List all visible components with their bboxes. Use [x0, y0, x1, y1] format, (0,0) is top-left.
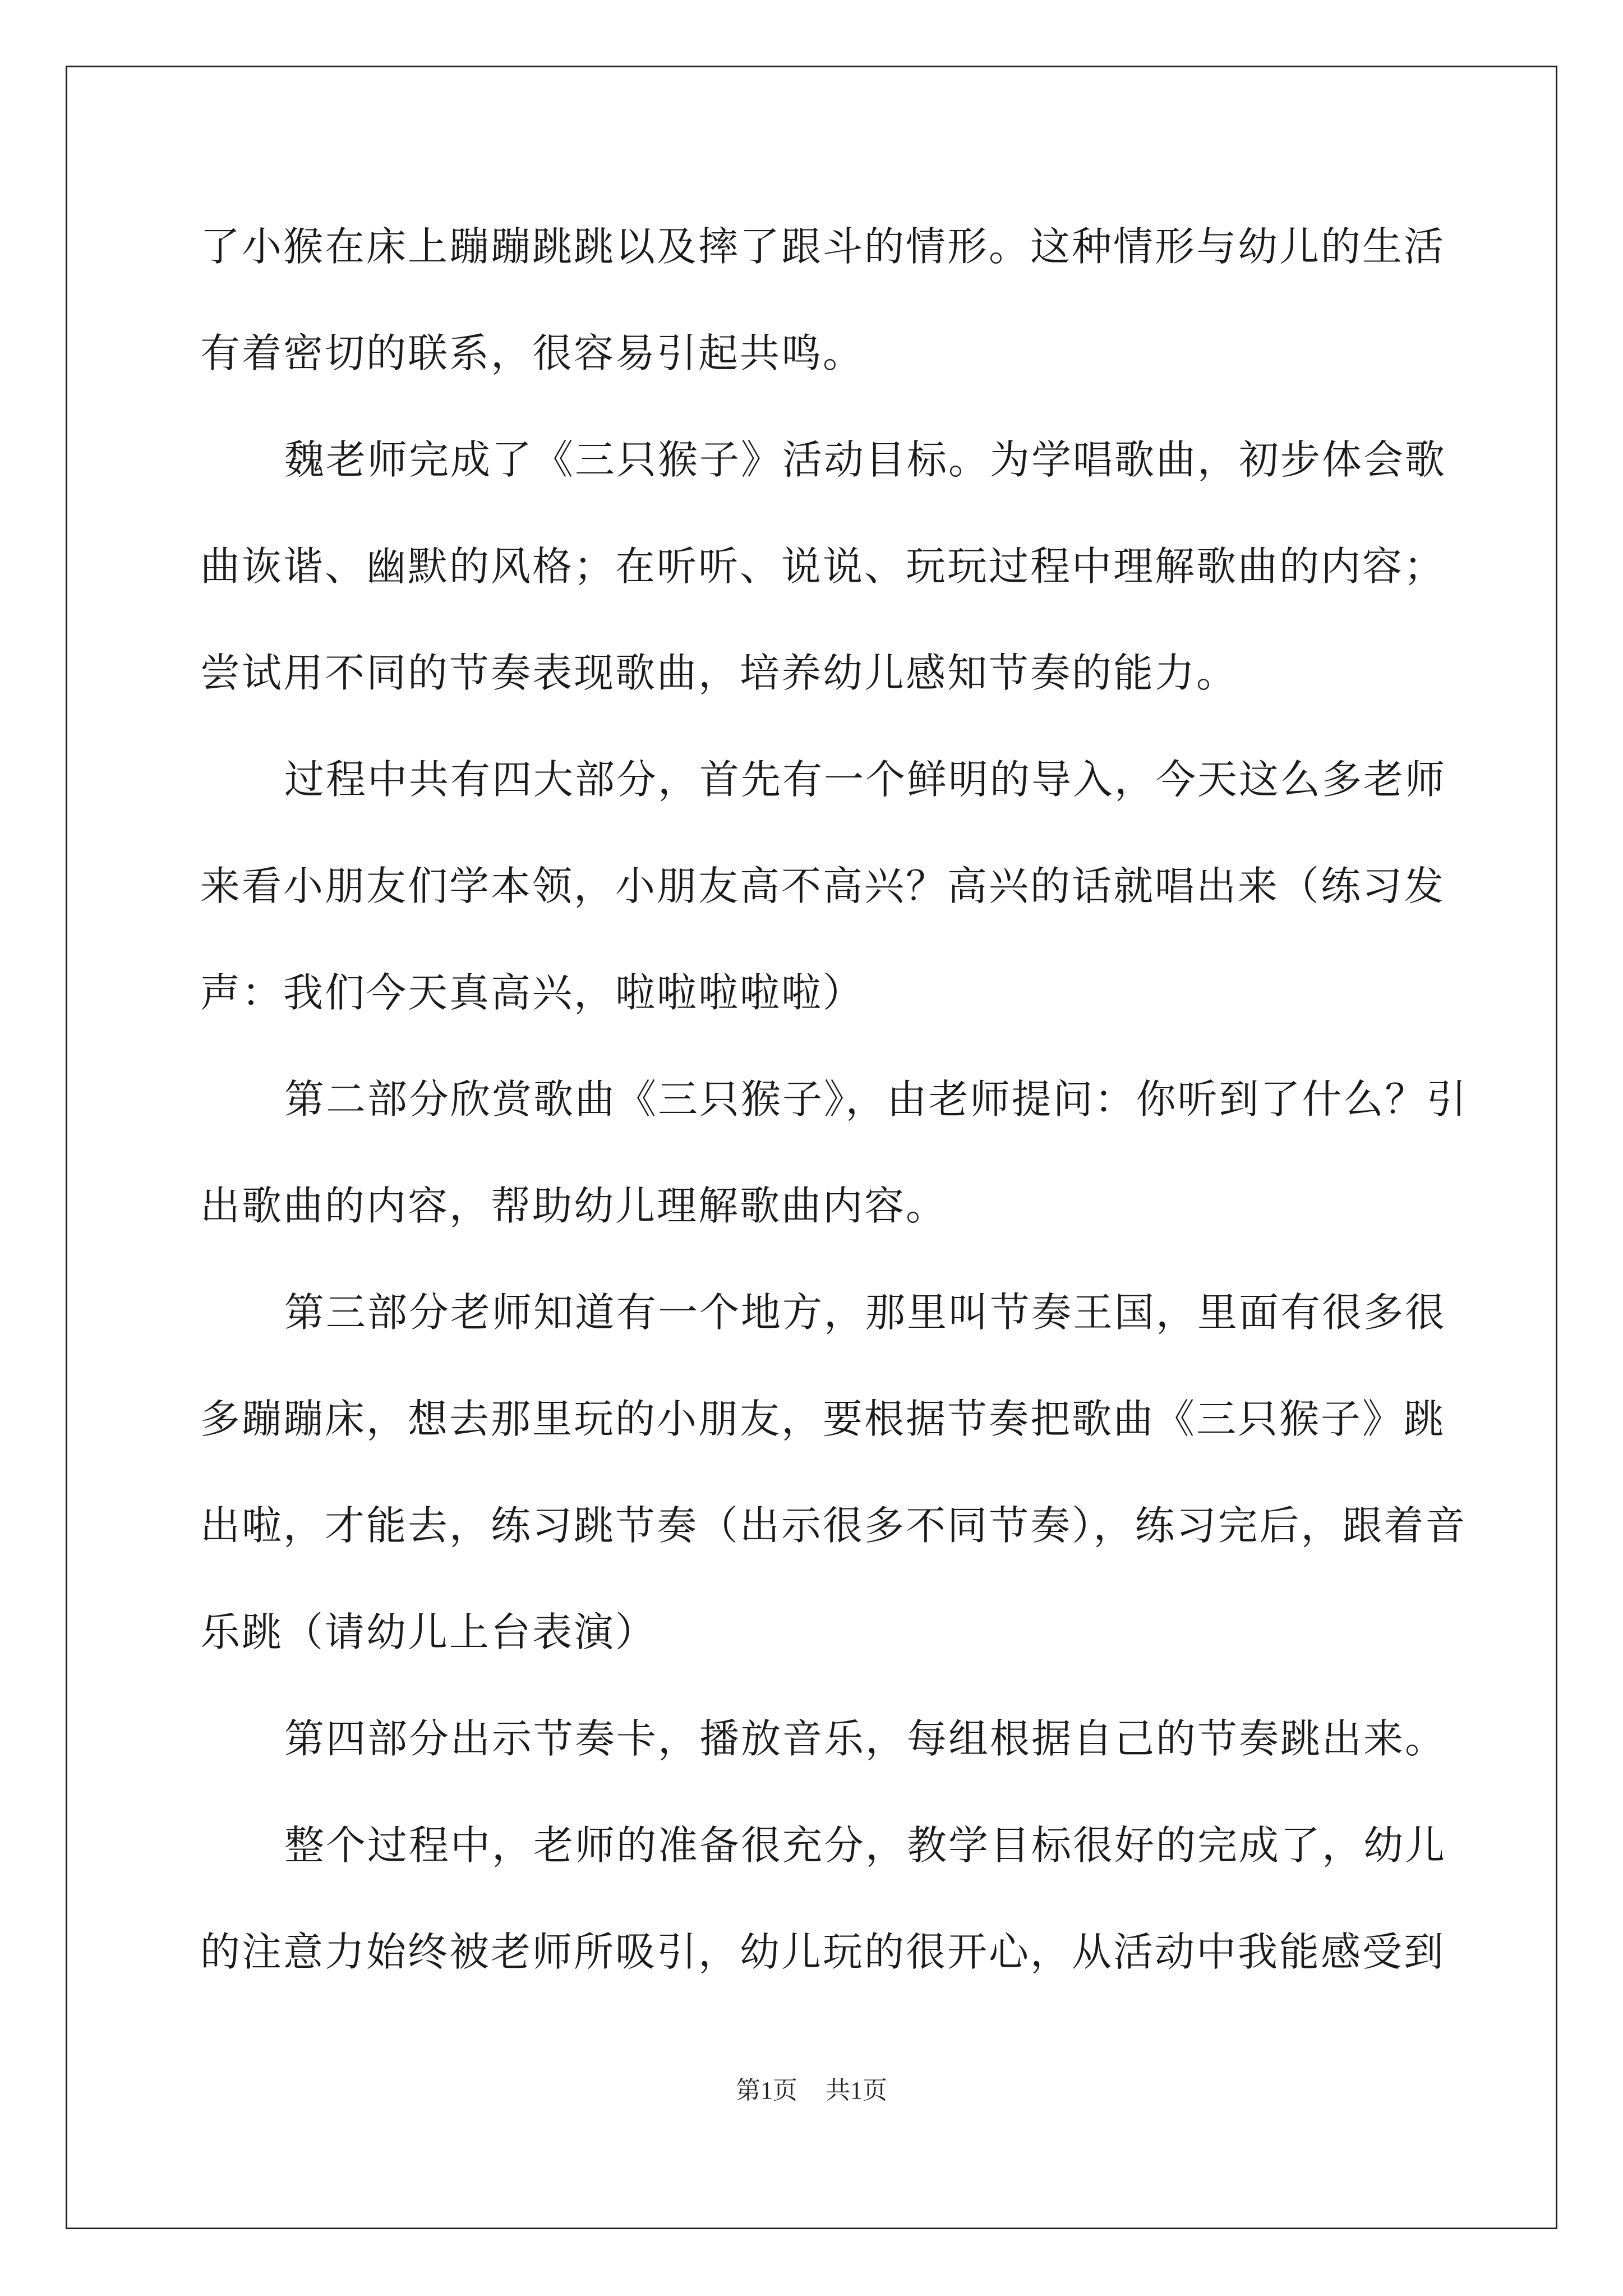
page-footer: [0, 2070, 1623, 2106]
document-body: [200, 216, 1468, 2028]
paragraph-first-line: 过程中共有四大部分，首先有一个鲜明的导入，今天这么多老师: [284, 756, 1447, 803]
text-line: 出啦，才能去，练习跳节奏（出示很多不同节奏），练习完后，跟着音: [200, 1502, 1467, 1549]
paragraph-first-line: 第三部分老师知道有一个地方，那里叫节奏王国，里面有很多很: [284, 1289, 1447, 1336]
text-line: 尝试用不同的节奏表现歌曲，培养幼儿感知节奏的能力。: [200, 650, 1238, 696]
text-line: 的注意力始终被老师所吸引，幼儿玩的很开心，从活动中我能感受到: [200, 1929, 1446, 1975]
text-line: 有着密切的联系，很容易引起共鸣。: [200, 330, 865, 376]
text-line: 乐跳（请幼儿上台表演）: [200, 1609, 657, 1655]
text-line: 声：我们今天真高兴，啦啦啦啦啦）: [200, 969, 865, 1016]
text-line: 出歌曲的内容，帮助幼儿理解歌曲内容。: [200, 1182, 948, 1229]
text-line: 曲诙谐、幽默的风格；在听听、说说、玩玩过程中理解歌曲的内容；: [200, 543, 1446, 590]
page-number: 第1页: [736, 2077, 797, 2104]
text-line: 了小猴在床上蹦蹦跳跳以及摔了跟斗的情形。这种情形与幼儿的生活: [200, 223, 1446, 270]
text-line: 多蹦蹦床，想去那里玩的小朋友，要根据节奏把歌曲《三只猴子》跳: [200, 1396, 1446, 1442]
page-total: 共1页: [826, 2077, 887, 2104]
paragraph-first-line: 整个过程中，老师的准备很充分，教学目标很好的完成了，幼儿: [284, 1822, 1447, 1869]
paragraph-first-line: 第四部分出示节奏卡，播放音乐，每组根据自己的节奏跳出来。: [284, 1715, 1447, 1762]
paragraph-first-line: 魏老师完成了《三只猴子》活动目标。为学唱歌曲，初步体会歌: [284, 436, 1447, 483]
text-line: 来看小朋友们学本领，小朋友高不高兴？高兴的话就唱出来（练习发: [200, 863, 1446, 909]
paragraph-first-line: 第二部分欣赏歌曲《三只猴子》，由老师提问：你听到了什么？引: [284, 1076, 1468, 1122]
